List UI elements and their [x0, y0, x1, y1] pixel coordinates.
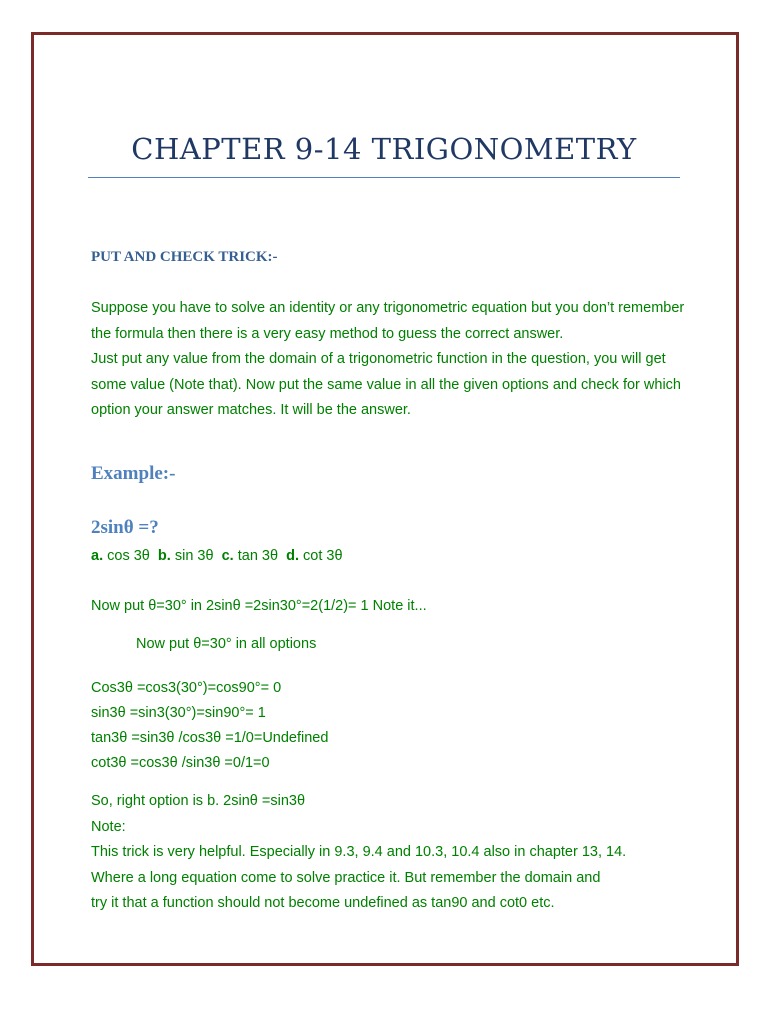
intro-paragraph-2: Just put any value from the domain of a trigonometric function in the question, you will get some value (Note that). Now put the same value in all the given options and check for which option your answer matches. It will be the answer. — [91, 351, 681, 418]
calculation-line: sin3θ =sin3(30°)=sin90°= 1 — [91, 705, 266, 721]
note-line: This trick is very helpful. Especially in 9.3, 9.4 and 10.3, 10.4 also in chapter 13, 14. — [91, 844, 627, 860]
option-d-letter: d. — [286, 548, 300, 564]
option-d-text: cot 3θ — [303, 548, 343, 564]
calculation-list — [91, 676, 328, 776]
option-a-letter: a. — [91, 548, 104, 564]
title-underline — [88, 177, 680, 178]
option-c-text: tan 3θ — [237, 548, 279, 564]
answer-options — [91, 548, 343, 564]
option-b-text: sin 3θ — [174, 548, 214, 564]
question-heading: 2sinθ =? — [91, 517, 159, 538]
note-label: Note: — [91, 818, 126, 835]
calculation-line: cot3θ =cos3θ /sin3θ =0/1=0 — [91, 755, 270, 771]
section-heading: PUT AND CHECK TRICK:- — [91, 249, 278, 265]
option-c-letter: c. — [221, 548, 234, 564]
step-1-text: Now put θ=30° in 2sinθ =2sin30°=2(1/2)= 1 Note it... — [91, 598, 427, 614]
option-b-letter: b. — [157, 548, 171, 564]
example-heading: Example:- — [91, 463, 176, 484]
intro-text — [91, 296, 701, 424]
option-a-text: cos 3θ — [107, 548, 150, 564]
conclusion-text: So, right option is b. 2sinθ =sin3θ — [91, 793, 306, 809]
calculation-line: tan3θ =sin3θ /cos3θ =1/0=Undefined — [91, 730, 329, 746]
calculation-line: Cos3θ =cos3(30°)=cos90°= 0 — [91, 680, 282, 696]
intro-paragraph-1: Suppose you have to solve an identity or any trigonometric equation but you don’t remember the formula then there is a very easy method to guess the correct answer. — [91, 300, 685, 342]
note-line: Where a long equation come to solve practice it. But remember the domain and — [91, 869, 601, 886]
page-title: CHAPTER 9-14 TRIGONOMETRY — [131, 132, 637, 166]
conclusion-block — [91, 789, 711, 917]
note-line: try it that a function should not become undefined as tan90 and cot0 etc. — [91, 895, 555, 911]
step-2-text: Now put θ=30° in all options — [136, 636, 317, 652]
